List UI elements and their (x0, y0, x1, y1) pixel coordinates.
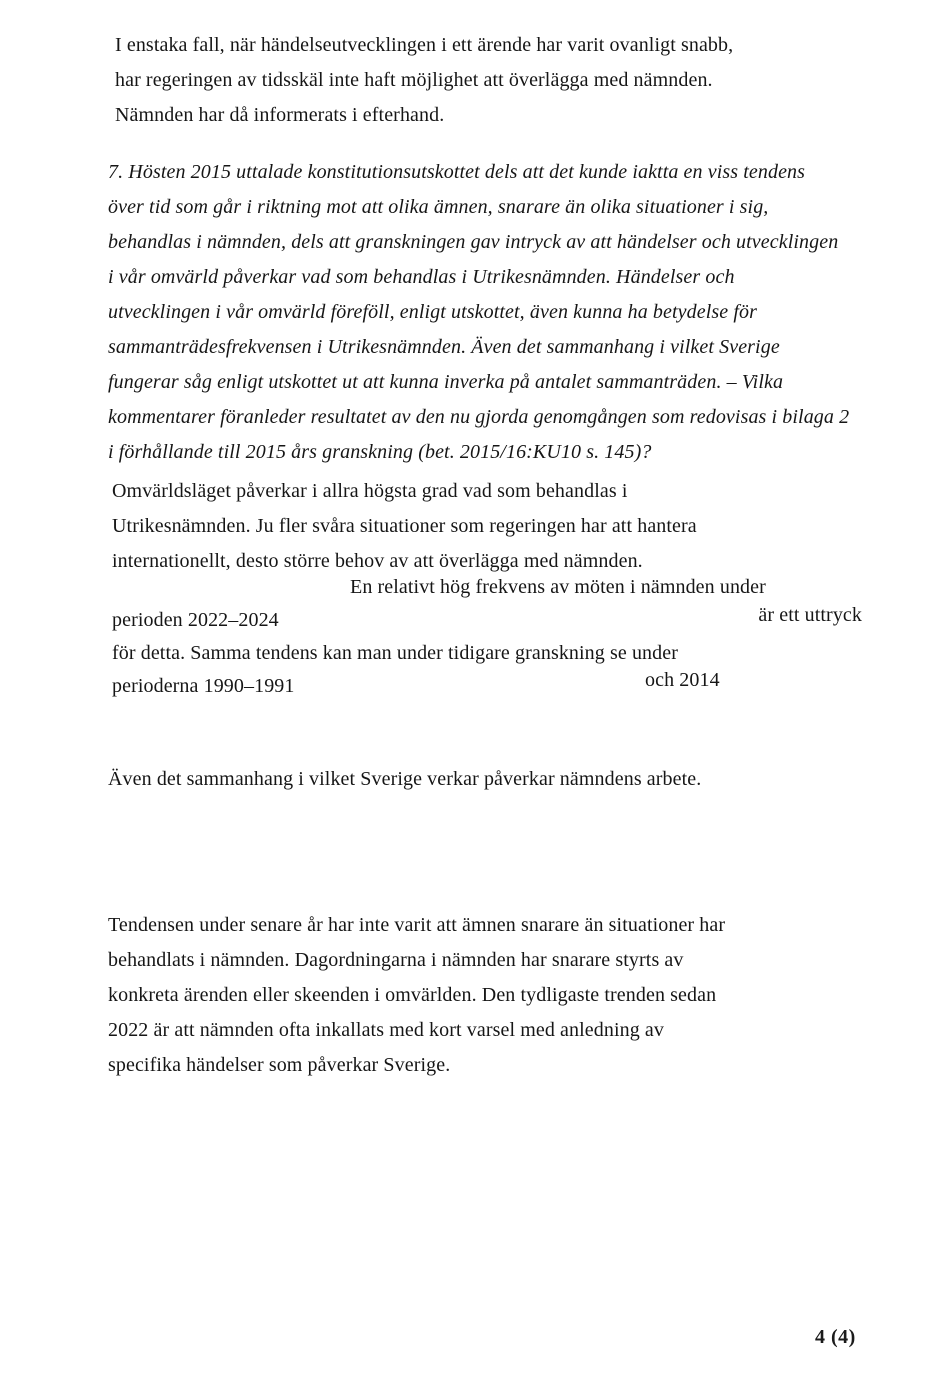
text-line: internationellt, desto större behov av att överlägga med nämnden. (112, 550, 643, 572)
text-line: över tid som går i riktning mot att olika ämnen, snarare än olika situationer i sig, (108, 196, 769, 218)
paragraph-answer-trend (108, 908, 725, 1083)
text-line: En relativt hög frekvens av möten i nämnden under (350, 576, 766, 598)
text-line: kommentarer föranleder resultatet av den nu gjorda genomgången som redovisas i bilaga 2 (108, 406, 850, 428)
paragraph-question-7 (108, 155, 849, 470)
paragraph-intro (115, 28, 733, 133)
text-line: fungerar såg enligt utskottet ut att kunna inverka på antalet sammanträden. – Vilka (108, 371, 784, 393)
text-fragment-period-2022: perioden 2022–2024 (112, 609, 279, 631)
page-number: 4 (4) (815, 1326, 856, 1348)
text-line: konkreta ärenden eller skeenden i omvärlden. Den tydligaste trenden sedan (108, 984, 717, 1006)
text-line: Omvärldsläget påverkar i allra högsta grad vad som behandlas i (112, 480, 628, 502)
text-fragment-ar-ett-uttryck: är ett uttryck (758, 604, 862, 626)
paragraph-answer-context: Även det sammanhang i vilket Sverige verkar påverkar nämndens arbete. (108, 768, 702, 790)
text-line: 7. Hösten 2015 uttalade konstitutionsutskottet dels att det kunde iaktta en viss tendens (108, 161, 806, 183)
text-line-split (112, 604, 862, 637)
text-line: har regeringen av tidsskäl inte haft möjlighet att överlägga med nämnden. (115, 69, 713, 91)
text-line: behandlas i nämnden, dels att granskningen gav intryck av att händelser och utvecklingen (108, 231, 839, 253)
text-line: Tendensen under senare år har inte varit att ämnen snarare än situationer har (108, 914, 726, 936)
text-line: utvecklingen i vår omvärld föreföll, enligt utskottet, även kunna ha betydelse för (108, 301, 757, 323)
text-line: Nämnden har då informerats i efterhand. (115, 104, 445, 126)
paragraph-answer-omvarldslaget (112, 474, 697, 579)
text-line: Utrikesnämnden. Ju fler svåra situationer som regeringen har att hantera (112, 515, 697, 537)
text-line: I enstaka fall, när händelseutvecklingen i ett ärende har varit ovanligt snabb, (115, 34, 734, 56)
text-line: för detta. Samma tendens kan man under tidigare granskning se under (112, 642, 678, 664)
text-line: 2022 är att nämnden ofta inkallats med kort varsel med anledning av (108, 1019, 664, 1041)
text-fragment-och-2014: och 2014 (645, 669, 720, 691)
text-line-split (112, 670, 862, 703)
text-fragment-perioderna-1990: perioderna 1990–1991 (112, 675, 295, 697)
text-line: i vår omvärld påverkar vad som behandlas i Utrikesnämnden. Händelser och (108, 266, 735, 288)
text-line: i förhållande till 2015 års granskning (bet. 2015/16:KU10 s. 145)? (108, 441, 652, 463)
paragraph-answer-frequency (112, 571, 862, 703)
text-line: behandlats i nämnden. Dagordningarna i nämnden har snarare styrts av (108, 949, 684, 971)
text-line: sammanträdesfrekvensen i Utrikesnämnden. Även det sammanhang i vilket Sverige (108, 336, 780, 358)
text-line: specifika händelser som påverkar Sverige. (108, 1054, 451, 1076)
